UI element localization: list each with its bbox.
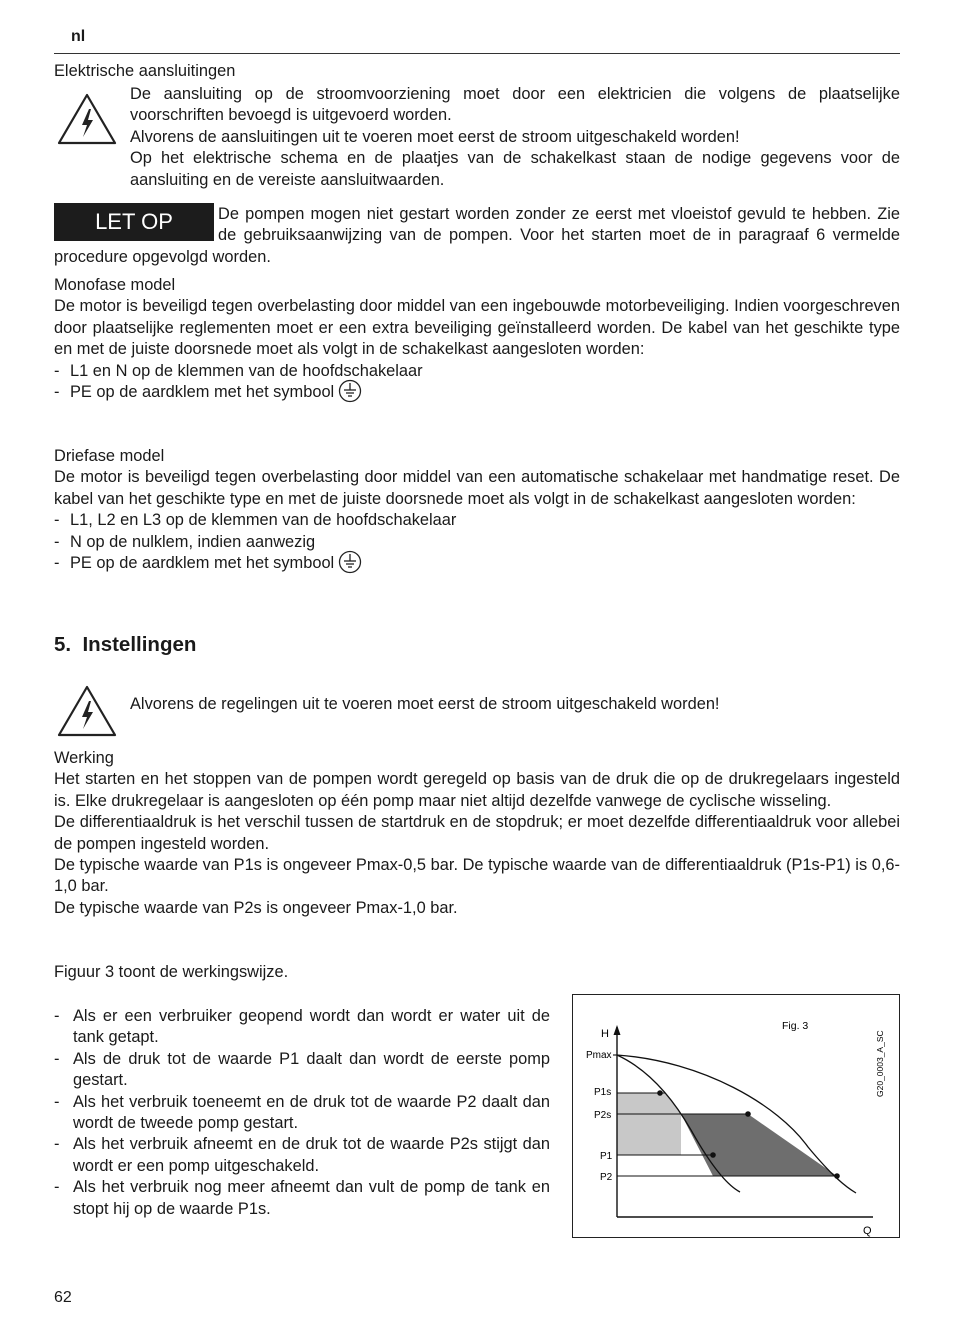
pump-curve-diagram — [573, 995, 899, 1237]
paragraph: De typische waarde van P1s is ongeveer Pmax-0,5 bar. De typische waarde van de differentiaaldruk (P1s-P1) is 0,6-1,0 bar. — [54, 856, 900, 896]
list-item: - Als de druk tot de waarde P1 daalt dan wordt de eerste pomp gestart. — [54, 1049, 550, 1092]
electric-hazard-icon — [56, 92, 118, 148]
monofase-heading: Monofase model — [54, 276, 176, 294]
electric-hazard-icon — [56, 684, 118, 740]
figure-code: G20_0003_A_SC — [875, 1030, 885, 1097]
dark-shaded-area — [681, 1114, 837, 1176]
list-item: - Als het verbruik nog meer afneemt dan vult de pomp de tank en stopt hij op de waarde P1s. — [54, 1177, 550, 1220]
level-label-pmax: Pmax — [586, 1050, 612, 1061]
list-item: - L1, L2 en L3 op de klemmen van de hoofdschakelaar — [54, 510, 900, 531]
monofase-text: De motor is beveiligd tegen overbelasting door middel van een ingebouwde motorbeveiliging. Indien voorgeschreven door plaatselijke reglementen moet er een extra beveiliging geïnstalleerd worden. De kabel van het geschikte type en met de juiste doorsnede moet als volgt in de schakelkast aangesloten worden: — [54, 297, 900, 359]
driefase-text: De motor is beveiligd tegen overbelasting door middel van een automatische schakelaar met handmatige reset. De kabel van het geschikte type en met de juiste doorsnede moet als volgt in de schakelkast aangesloten worden: — [54, 468, 900, 508]
werking-heading: Werking — [54, 749, 114, 767]
x-axis-label: Q — [863, 1225, 872, 1237]
warning-line: De aansluiting op de stroomvoorziening moet door een elektricien die volgens de plaatselijke voorschriften bevoegd is uitgevoerd worden. — [130, 85, 900, 125]
page-number: 62 — [54, 1289, 72, 1306]
list-item: - L1 en N op de klemmen van de hoofdschakelaar — [54, 361, 900, 382]
figure-title: Fig. 3 — [782, 1020, 809, 1032]
language-code: nl — [71, 28, 86, 45]
list-item: - Als het verbruik afneemt en de druk tot de waarde P2s stijgt dan wordt er een pomp uitgeschakeld. — [54, 1134, 550, 1177]
monofase-section — [54, 275, 900, 403]
letop-text: De pompen mogen niet gestart worden zonder ze eerst met vloeistof gevuld te hebben. Zie de gebruiksaanwijzing van de pompen. Voor het starten moet de in paragraaf 6 vermelde procedure opgevolgd worden. — [54, 205, 900, 266]
figure-3 — [572, 994, 900, 1238]
paragraph: De differentiaaldruk is het verschil tussen de startdruk en de stopdruk; er moet dezelfde differentiaaldruk voor allebei de pompen ingesteld worden. — [54, 813, 900, 853]
letop-badge: LET OP — [54, 203, 214, 241]
paragraph: De typische waarde van P2s is ongeveer Pmax-1,0 bar. — [54, 898, 458, 917]
figure-intro: Figuur 3 toont de werkingswijze. — [54, 963, 289, 981]
warning-line: Op het elektrische schema en de plaatjes van de schakelkast staan de nodige gegevens voor de aansluiting en de vereiste aansluitwaarden. — [130, 149, 900, 189]
list-item: - N op de nulklem, indien aanwezig — [54, 532, 900, 553]
list-item: - Als er een verbruiker geopend wordt dan wordt er water uit de tank getapt. — [54, 1006, 550, 1049]
werking-section — [54, 748, 900, 919]
light-shaded-area — [617, 1093, 681, 1155]
earth-ground-icon — [338, 550, 362, 574]
level-label-p1s: P1s — [594, 1087, 612, 1098]
list-item: - PE op de aardklem met het symbool — [54, 553, 900, 574]
section-heading-electrical: Elektrische aansluitingen — [54, 62, 236, 80]
settings-warning: Alvorens de regelingen uit te voeren moet eerst de stroom uitgeschakeld worden! — [130, 695, 720, 713]
earth-ground-icon — [338, 379, 362, 403]
header-rule — [54, 53, 900, 54]
y-axis-label: H — [601, 1028, 609, 1040]
level-label-p2: P2 — [600, 1172, 613, 1183]
level-label-p1: P1 — [600, 1151, 613, 1162]
list-item: - Als het verbruik toeneemt en de druk tot de waarde P2 daalt dan wordt de tweede pomp gestart. — [54, 1092, 550, 1135]
electrical-warning — [130, 84, 900, 191]
section-title: 5. Instellingen — [54, 633, 197, 656]
driefase-heading: Driefase model — [54, 447, 165, 465]
warning-line: Alvorens de aansluitingen uit te voeren moet eerst de stroom uitgeschakeld worden! — [130, 127, 740, 146]
driefase-section — [54, 446, 900, 574]
steps-list — [54, 1006, 550, 1220]
level-label-p2s: P2s — [594, 1110, 612, 1121]
paragraph: Het starten en het stoppen van de pompen wordt geregeld op basis van de druk die op de drukregelaars ingesteld is. Elke drukregelaar is aangesloten op één pomp maar niet altijd dezelfde vanwege de cyclische wisseling. — [54, 770, 900, 810]
list-item: - PE op de aardklem met het symbool — [54, 382, 900, 403]
